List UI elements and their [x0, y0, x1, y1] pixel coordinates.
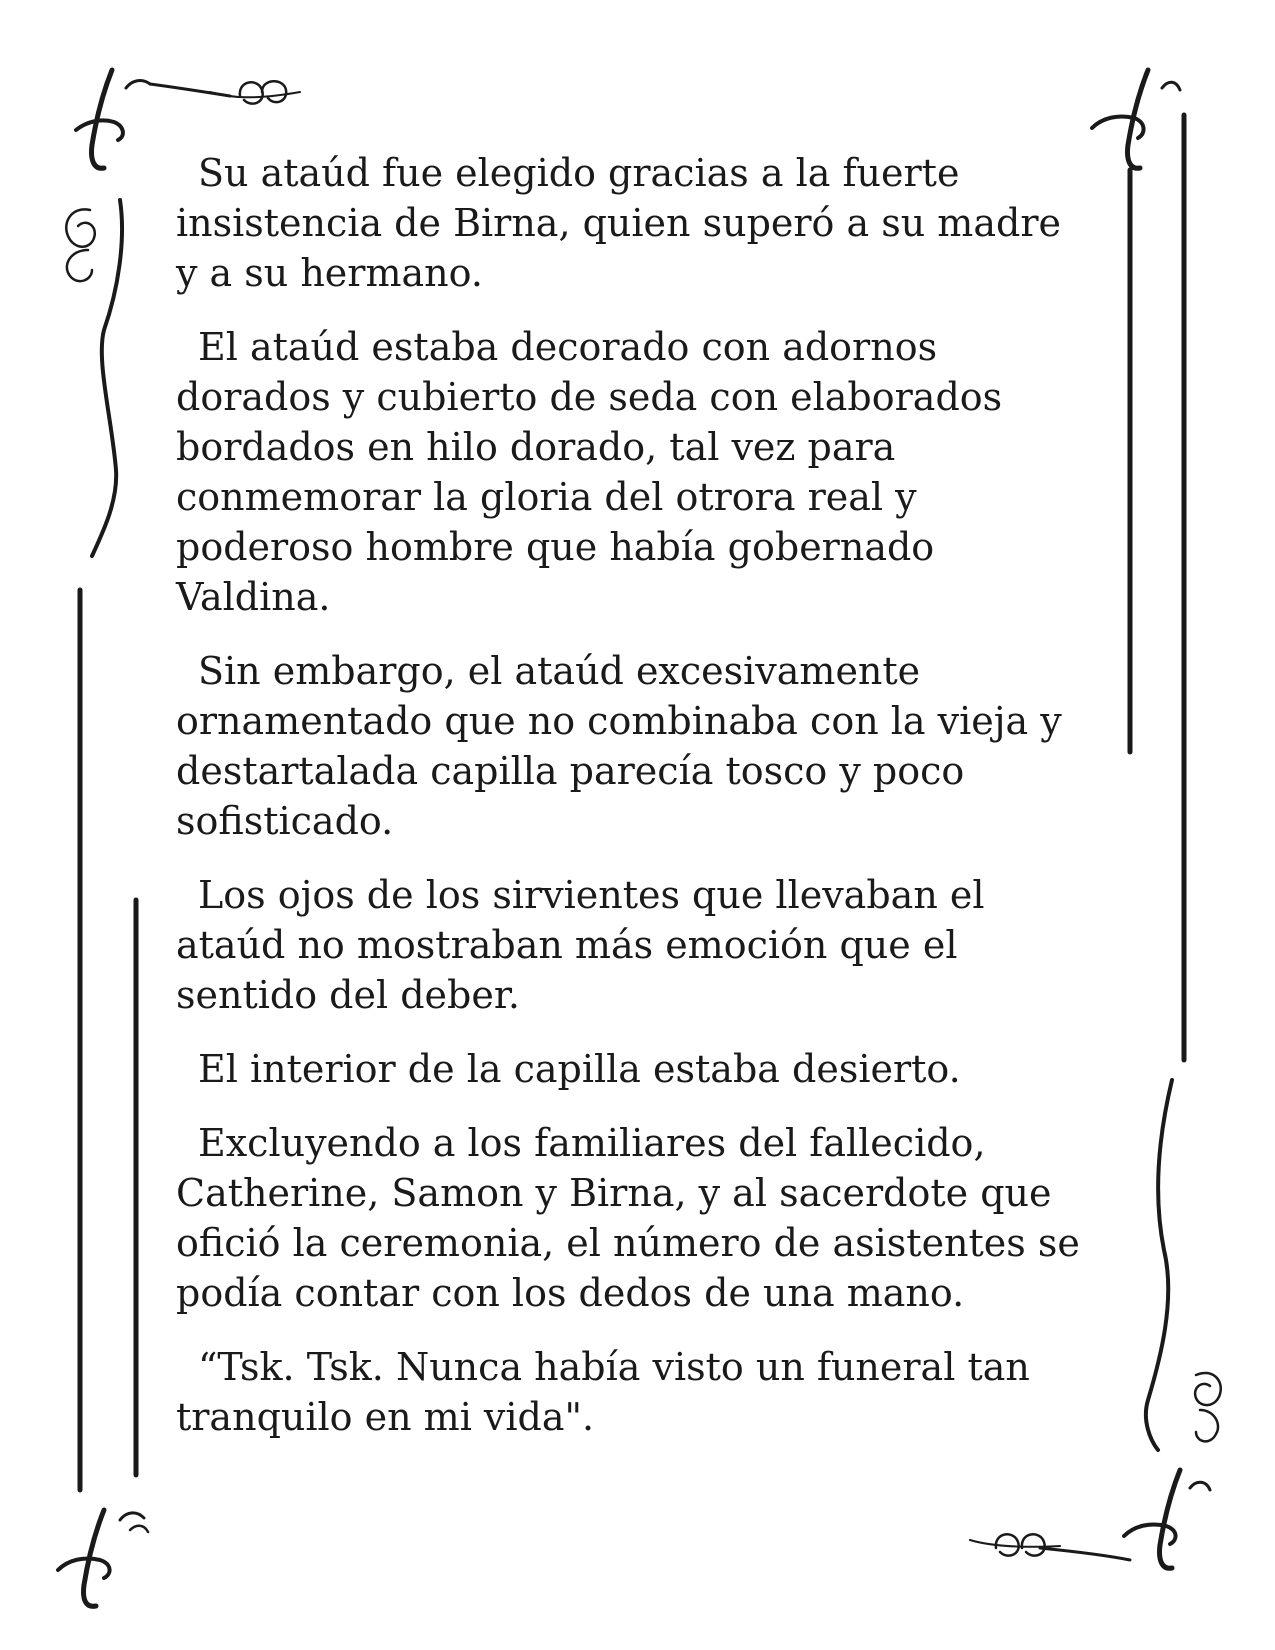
- text-line: Los ojos de los sirvientes que llevaban el: [198, 873, 985, 917]
- body-text: [176, 148, 1086, 1466]
- text-line: Valdina.: [176, 575, 331, 619]
- paragraph-4: [176, 870, 1086, 1020]
- text-line: y a su hermano.: [176, 251, 483, 295]
- text-line: sentido del deber.: [176, 973, 520, 1017]
- text-line: poderoso hombre que había gobernado: [176, 525, 935, 569]
- text-line: podía contar con los dedos de una mano.: [176, 1271, 965, 1315]
- paragraph-6: [176, 1118, 1086, 1318]
- corner-flourish-bottom-right-icon: [970, 1470, 1210, 1568]
- text-line: insistencia de Birna, quien superó a su madre: [176, 201, 1061, 245]
- text-line: Su ataúd fue elegido gracias a la fuerte: [198, 151, 960, 195]
- paragraph-3: [176, 646, 1086, 846]
- text-line: ataúd no mostraban más emoción que el: [176, 923, 958, 967]
- swirl-left-icon: [66, 200, 122, 556]
- text-line: conmemorar la gloria del otrora real y: [176, 475, 917, 519]
- corner-flourish-top-right-icon: [1092, 70, 1180, 752]
- swirl-right-icon: [1146, 1080, 1221, 1450]
- text-line: Excluyendo a los familiares del fallecido,: [198, 1121, 986, 1165]
- text-line: El interior de la capilla estaba desierto.: [198, 1047, 961, 1091]
- paragraph-1: [176, 148, 1086, 298]
- text-line: bordados en hilo dorado, tal vez para: [176, 425, 896, 469]
- paragraph-5: [176, 1044, 1086, 1094]
- text-line: tranquilo en mi vida".: [176, 1395, 595, 1439]
- text-line: destartalada capilla parecía tosco y poco: [176, 749, 965, 793]
- corner-flourish-bottom-left-icon: [58, 1510, 148, 1606]
- text-line: ornamentado que no combinaba con la vieja y: [176, 699, 1062, 743]
- paragraph-7: [176, 1342, 1086, 1442]
- paragraph-2: [176, 322, 1086, 622]
- text-line: El ataúd estaba decorado con adornos: [198, 325, 938, 369]
- text-line: dorados y cubierto de seda con elaborados: [176, 375, 1003, 419]
- text-line: Catherine, Samon y Birna, y al sacerdote que: [176, 1171, 1052, 1215]
- text-line: ofició la ceremonia, el número de asistentes se: [176, 1221, 1080, 1265]
- text-line: sofisticado.: [176, 799, 394, 843]
- text-line: Sin embargo, el ataúd excesivamente: [198, 649, 921, 693]
- text-line: “Tsk. Tsk. Nunca había visto un funeral tan: [198, 1345, 1030, 1389]
